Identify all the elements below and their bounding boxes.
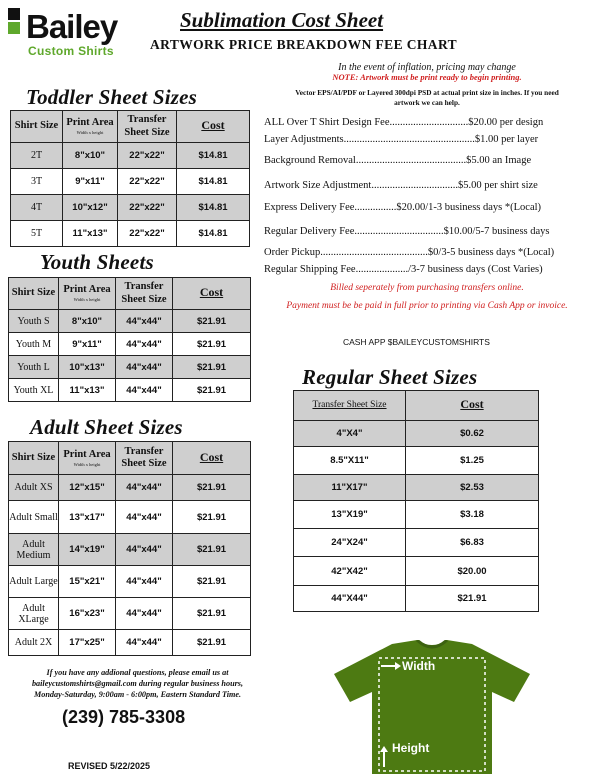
table-row: 4"X4" $0.62 [294, 421, 539, 447]
inflation-note: In the event of inflation, pricing may change [338, 62, 516, 73]
table-row: Youth L 10"x13" 44"x44" $21.91 [9, 356, 251, 379]
table-row: 5T 11"x13" 22"x22" $14.81 [11, 221, 250, 247]
table-row: 3T 9"x11" 22"x22" $14.81 [11, 169, 250, 195]
cash-app-handle: CASH APP $BAILEYCUSTOMSHIRTS [343, 337, 490, 347]
vector-note-line2: artwork we can help. [394, 98, 460, 107]
fee-item: Express Delivery Fee................$20.00/1-3 business days *(Local) [264, 202, 542, 213]
contact-info: If you have any addional questions, please email us at baileycustomshirts@gmail.com during regular business hours, Monday-Saturday, 9:00am - 6:00pm, Eastern Standard Time. [31, 668, 244, 700]
table-row: 44"X44" $21.91 [294, 586, 539, 612]
artwork-note: NOTE: Artwork must be print ready to begin printing. [332, 72, 522, 82]
col-cost: Cost [177, 111, 250, 143]
table-header-row: Shirt Size Print Area Width x height Transfer Sheet Size Cost [9, 278, 251, 310]
table-row: 8.5"X11" $1.25 [294, 447, 539, 475]
tshirt-graphic [332, 640, 532, 774]
fee-item: Background Removal..........................................$5.00 an Image [264, 155, 532, 166]
fee-item: Layer Adjustments..................................................$1.00 per layer [264, 134, 539, 145]
fee-item: Regular Delivery Fee..................................$10.00/5-7 business days [264, 226, 550, 237]
adult-heading: Adult Sheet Sizes [30, 415, 183, 439]
vector-note-line1: Vector EPS/AI/PDF or Layered 300dpi PSD at actual print size in inches. If you need [295, 88, 559, 97]
table-row: 24"X24" $6.83 [294, 529, 539, 557]
col-print-area: Print Area Width x height [63, 111, 118, 143]
col-transfer-sheet: Transfer Sheet Size [118, 111, 177, 143]
adult-table [8, 441, 251, 656]
table-row: Youth M 9"x11" 44"x44" $21.91 [9, 333, 251, 356]
table-row: Youth XL 11"x13" 44"x44" $21.91 [9, 379, 251, 402]
table-row: Adult Medium 14"x19" 44"x44" $21.91 [9, 534, 251, 566]
table-row: 4T 10"x12" 22"x22" $14.81 [11, 195, 250, 221]
page-subtitle: ARTWORK PRICE BREAKDOWN FEE CHART [150, 37, 458, 52]
width-label: Width [402, 659, 436, 673]
youth-heading: Youth Sheets [40, 250, 154, 274]
fee-item: Artwork Size Adjustment.................................$5.00 per shirt size [264, 180, 538, 191]
col-shirt-size: Shirt Size [11, 111, 63, 143]
table-row: Adult XLarge 16"x23" 44"x44" $21.91 [9, 598, 251, 630]
logo-wordmark: Bailey [26, 8, 118, 45]
table-header-row [11, 111, 250, 143]
toddler-heading: Toddler Sheet Sizes [26, 85, 198, 109]
logo-tagline: Custom Shirts [28, 44, 114, 58]
table-row: 13"X19" $3.18 [294, 501, 539, 529]
table-row: 2T 8"x10" 22"x22" $14.81 [11, 143, 250, 169]
table-row: 42"X42" $20.00 [294, 557, 539, 586]
revised-date: REVISED 5/22/2025 [68, 761, 151, 771]
payment-note: Payment must be be paid in full prior to printing via Cash App or invoice. [286, 301, 568, 311]
table-row: Adult Large 15"x21" 44"x44" $21.91 [9, 566, 251, 598]
table-row: Adult XS 12"x15" 44"x44" $21.91 [9, 475, 251, 501]
regular-heading: Regular Sheet Sizes [302, 365, 478, 389]
fee-item: Order Pickup.........................................$0/3-5 business days *(Local) [264, 247, 555, 258]
fee-item: Regular Shipping Fee..................../3-7 business days (Cost Varies) [264, 264, 543, 275]
table-row: 11"X17" $2.53 [294, 475, 539, 501]
table-header-row: Transfer Sheet Size Cost [294, 391, 539, 421]
toddler-table [10, 110, 250, 247]
billed-note: Billed seperately from purchasing transfers online. [330, 283, 524, 293]
table-row: Adult 2X 17"x25" 44"x44" $21.91 [9, 630, 251, 656]
page-title: Sublimation Cost Sheet [180, 8, 384, 32]
table-row: Adult Small 13"x17" 44"x44" $21.91 [9, 501, 251, 534]
table-header-row: Shirt Size Print Area Width x height Transfer Sheet Size Cost [9, 442, 251, 475]
table-row: Youth S 8"x10" 44"x44" $21.91 [9, 310, 251, 333]
phone-number: (239) 785-3308 [62, 707, 186, 727]
youth-table [8, 277, 251, 402]
regular-table [293, 390, 539, 612]
height-label: Height [392, 741, 430, 755]
fee-item: ALL Over T Shirt Design Fee..............................$20.00 per design [264, 117, 544, 128]
